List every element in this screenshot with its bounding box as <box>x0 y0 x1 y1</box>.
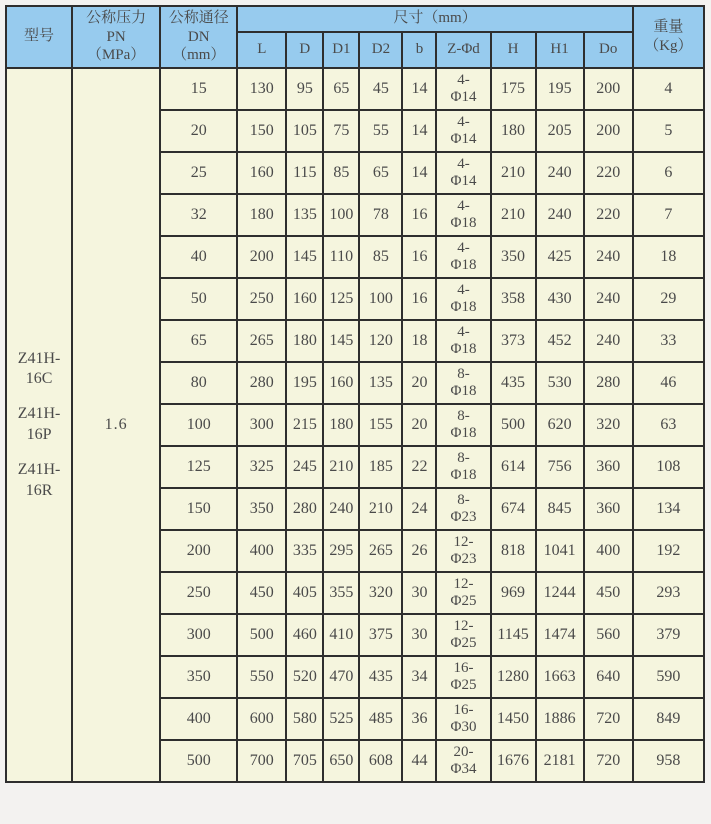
cell-l: 150 <box>237 110 286 152</box>
header-weight-line: （Kg） <box>644 38 693 54</box>
cell-dn: 125 <box>160 446 237 488</box>
cell-do: 560 <box>584 614 633 656</box>
cell-b: 44 <box>402 740 436 782</box>
cell-h: 500 <box>491 404 536 446</box>
cell-b: 26 <box>402 530 436 572</box>
table-row <box>6 68 704 110</box>
cell-d: 180 <box>286 320 323 362</box>
cell-z-phi-d: 20- Φ34 <box>436 740 490 782</box>
cell-z-phi-d: 8- Φ18 <box>436 362 490 404</box>
cell-l: 550 <box>237 656 286 698</box>
cell-b: 18 <box>402 320 436 362</box>
cell-h1: 240 <box>536 152 584 194</box>
cell-weight: 108 <box>633 446 704 488</box>
cell-weight: 63 <box>633 404 704 446</box>
cell-weight: 6 <box>633 152 704 194</box>
cell-h: 435 <box>491 362 536 404</box>
header-col-z-phi-d: Z-Φd <box>436 32 490 68</box>
cell-l: 250 <box>237 278 286 320</box>
cell-d2: 120 <box>359 320 402 362</box>
cell-h: 210 <box>491 194 536 236</box>
cell-d2: 210 <box>359 488 402 530</box>
valve-spec-table <box>5 5 705 783</box>
cell-h1: 845 <box>536 488 584 530</box>
cell-d2: 55 <box>359 110 402 152</box>
cell-z-phi-d: 4- Φ18 <box>436 320 490 362</box>
cell-dn: 50 <box>160 278 237 320</box>
cell-z-phi-d: 4- Φ14 <box>436 110 490 152</box>
cell-z-phi-d: 4- Φ14 <box>436 68 490 110</box>
cell-dn: 32 <box>160 194 237 236</box>
cell-b: 16 <box>402 236 436 278</box>
cell-d: 520 <box>286 656 323 698</box>
cell-d1: 145 <box>323 320 359 362</box>
cell-d1: 355 <box>323 572 359 614</box>
cell-do: 220 <box>584 152 633 194</box>
cell-l: 500 <box>237 614 286 656</box>
cell-do: 200 <box>584 68 633 110</box>
cell-do: 220 <box>584 194 633 236</box>
cell-do: 720 <box>584 698 633 740</box>
cell-l: 130 <box>237 68 286 110</box>
header-col-l: L <box>237 32 286 68</box>
header-col-h1: H1 <box>536 32 584 68</box>
cell-dn: 200 <box>160 530 237 572</box>
cell-b: 20 <box>402 404 436 446</box>
cell-z-phi-d: 4- Φ18 <box>436 278 490 320</box>
cell-d1: 160 <box>323 362 359 404</box>
cell-d1: 470 <box>323 656 359 698</box>
cell-do: 280 <box>584 362 633 404</box>
cell-weight: 29 <box>633 278 704 320</box>
pressure-value-cell: 1.6 <box>72 68 160 782</box>
cell-d: 705 <box>286 740 323 782</box>
cell-d1: 100 <box>323 194 359 236</box>
cell-d: 105 <box>286 110 323 152</box>
cell-d1: 180 <box>323 404 359 446</box>
cell-d2: 78 <box>359 194 402 236</box>
cell-dn: 80 <box>160 362 237 404</box>
cell-h1: 452 <box>536 320 584 362</box>
cell-h: 350 <box>491 236 536 278</box>
cell-weight: 958 <box>633 740 704 782</box>
cell-b: 30 <box>402 614 436 656</box>
header-row-group <box>6 6 704 32</box>
header-weight-line: 重量 <box>653 19 684 36</box>
cell-dn: 300 <box>160 614 237 656</box>
header-pressure <box>72 6 160 68</box>
header-col-d2: D2 <box>359 32 402 68</box>
cell-l: 265 <box>237 320 286 362</box>
cell-do: 400 <box>584 530 633 572</box>
cell-weight: 33 <box>633 320 704 362</box>
header-size-group: 尺寸（mm） <box>237 6 633 32</box>
cell-d1: 525 <box>323 698 359 740</box>
cell-weight: 7 <box>633 194 704 236</box>
cell-z-phi-d: 16- Φ30 <box>436 698 490 740</box>
cell-h: 373 <box>491 320 536 362</box>
cell-d1: 210 <box>323 446 359 488</box>
header-col-h: H <box>491 32 536 68</box>
cell-h1: 1041 <box>536 530 584 572</box>
cell-d2: 435 <box>359 656 402 698</box>
cell-h1: 240 <box>536 194 584 236</box>
cell-d2: 185 <box>359 446 402 488</box>
cell-do: 320 <box>584 404 633 446</box>
cell-z-phi-d: 12- Φ25 <box>436 614 490 656</box>
cell-dn: 350 <box>160 656 237 698</box>
cell-weight: 134 <box>633 488 704 530</box>
cell-do: 360 <box>584 488 633 530</box>
cell-l: 400 <box>237 530 286 572</box>
header-diameter-line: （mm） <box>172 47 226 64</box>
cell-d2: 85 <box>359 236 402 278</box>
cell-weight: 18 <box>633 236 704 278</box>
cell-dn: 25 <box>160 152 237 194</box>
cell-weight: 590 <box>633 656 704 698</box>
cell-weight: 192 <box>633 530 704 572</box>
cell-h1: 425 <box>536 236 584 278</box>
header-col-d: D <box>286 32 323 68</box>
header-pressure-line: PN <box>106 28 126 45</box>
cell-b: 14 <box>402 110 436 152</box>
cell-b: 24 <box>402 488 436 530</box>
cell-d1: 295 <box>323 530 359 572</box>
cell-h1: 1244 <box>536 572 584 614</box>
header-pressure-line: 公称压力 <box>86 9 147 26</box>
cell-do: 240 <box>584 278 633 320</box>
cell-d: 95 <box>286 68 323 110</box>
cell-z-phi-d: 8- Φ18 <box>436 446 490 488</box>
cell-h: 614 <box>491 446 536 488</box>
cell-l: 280 <box>237 362 286 404</box>
cell-h: 969 <box>491 572 536 614</box>
cell-weight: 293 <box>633 572 704 614</box>
header-pressure-line: （MPa） <box>86 47 146 64</box>
cell-l: 200 <box>237 236 286 278</box>
cell-h1: 205 <box>536 110 584 152</box>
header-weight <box>633 6 704 68</box>
cell-d2: 265 <box>359 530 402 572</box>
cell-d2: 485 <box>359 698 402 740</box>
cell-d1: 410 <box>323 614 359 656</box>
model-name: Z41H- 16R <box>17 460 61 499</box>
header-col-do: Do <box>584 32 633 68</box>
cell-l: 325 <box>237 446 286 488</box>
cell-d: 135 <box>286 194 323 236</box>
model-cell <box>6 68 72 782</box>
cell-h1: 2181 <box>536 740 584 782</box>
cell-d1: 85 <box>323 152 359 194</box>
cell-b: 22 <box>402 446 436 488</box>
cell-z-phi-d: 12- Φ23 <box>436 530 490 572</box>
cell-h: 674 <box>491 488 536 530</box>
cell-h1: 1474 <box>536 614 584 656</box>
cell-weight: 379 <box>633 614 704 656</box>
cell-dn: 250 <box>160 572 237 614</box>
header-model: 型号 <box>6 6 72 68</box>
cell-d1: 75 <box>323 110 359 152</box>
cell-d1: 125 <box>323 278 359 320</box>
cell-do: 240 <box>584 236 633 278</box>
table-header <box>6 6 704 68</box>
header-col-b: b <box>402 32 436 68</box>
cell-dn: 100 <box>160 404 237 446</box>
cell-weight: 849 <box>633 698 704 740</box>
cell-weight: 5 <box>633 110 704 152</box>
cell-z-phi-d: 12- Φ25 <box>436 572 490 614</box>
cell-d1: 240 <box>323 488 359 530</box>
cell-h1: 756 <box>536 446 584 488</box>
cell-b: 16 <box>402 278 436 320</box>
cell-l: 700 <box>237 740 286 782</box>
cell-d1: 65 <box>323 68 359 110</box>
cell-b: 14 <box>402 68 436 110</box>
cell-dn: 40 <box>160 236 237 278</box>
cell-d2: 608 <box>359 740 402 782</box>
cell-h: 1280 <box>491 656 536 698</box>
cell-h: 180 <box>491 110 536 152</box>
cell-z-phi-d: 4- Φ14 <box>436 152 490 194</box>
cell-h1: 1886 <box>536 698 584 740</box>
cell-h1: 195 <box>536 68 584 110</box>
cell-d: 460 <box>286 614 323 656</box>
cell-do: 240 <box>584 320 633 362</box>
cell-do: 200 <box>584 110 633 152</box>
cell-h: 1450 <box>491 698 536 740</box>
cell-b: 14 <box>402 152 436 194</box>
cell-d2: 155 <box>359 404 402 446</box>
cell-z-phi-d: 8- Φ18 <box>436 404 490 446</box>
cell-do: 720 <box>584 740 633 782</box>
cell-do: 640 <box>584 656 633 698</box>
cell-dn: 65 <box>160 320 237 362</box>
cell-h: 1145 <box>491 614 536 656</box>
cell-d: 145 <box>286 236 323 278</box>
cell-h: 818 <box>491 530 536 572</box>
cell-weight: 4 <box>633 68 704 110</box>
cell-l: 300 <box>237 404 286 446</box>
cell-h: 175 <box>491 68 536 110</box>
cell-b: 30 <box>402 572 436 614</box>
cell-h1: 430 <box>536 278 584 320</box>
cell-d: 405 <box>286 572 323 614</box>
cell-d: 115 <box>286 152 323 194</box>
cell-b: 36 <box>402 698 436 740</box>
table-body <box>6 68 704 782</box>
model-name: Z41H- 16P <box>17 405 61 443</box>
cell-weight: 46 <box>633 362 704 404</box>
cell-d: 280 <box>286 488 323 530</box>
header-diameter <box>160 6 237 68</box>
cell-dn: 20 <box>160 110 237 152</box>
cell-z-phi-d: 4- Φ18 <box>436 194 490 236</box>
cell-z-phi-d: 16- Φ25 <box>436 656 490 698</box>
cell-dn: 150 <box>160 488 237 530</box>
cell-dn: 400 <box>160 698 237 740</box>
cell-do: 450 <box>584 572 633 614</box>
cell-d: 580 <box>286 698 323 740</box>
cell-b: 20 <box>402 362 436 404</box>
cell-do: 360 <box>584 446 633 488</box>
cell-h: 1676 <box>491 740 536 782</box>
cell-h1: 620 <box>536 404 584 446</box>
cell-l: 350 <box>237 488 286 530</box>
cell-d2: 65 <box>359 152 402 194</box>
header-diameter-line: 公称通径 <box>168 9 229 26</box>
cell-d2: 375 <box>359 614 402 656</box>
cell-d: 160 <box>286 278 323 320</box>
cell-dn: 500 <box>160 740 237 782</box>
cell-dn: 15 <box>160 68 237 110</box>
cell-z-phi-d: 4- Φ18 <box>436 236 490 278</box>
model-name: Z41H- 16C <box>17 349 61 388</box>
header-diameter-line: DN <box>187 28 210 45</box>
cell-z-phi-d: 8- Φ23 <box>436 488 490 530</box>
cell-d: 195 <box>286 362 323 404</box>
cell-h1: 1663 <box>536 656 584 698</box>
cell-d2: 45 <box>359 68 402 110</box>
cell-d1: 110 <box>323 236 359 278</box>
cell-d: 245 <box>286 446 323 488</box>
cell-d2: 135 <box>359 362 402 404</box>
cell-h: 358 <box>491 278 536 320</box>
header-col-d1: D1 <box>323 32 359 68</box>
cell-d2: 100 <box>359 278 402 320</box>
cell-h1: 530 <box>536 362 584 404</box>
cell-l: 600 <box>237 698 286 740</box>
cell-h: 210 <box>491 152 536 194</box>
cell-d: 215 <box>286 404 323 446</box>
cell-d1: 650 <box>323 740 359 782</box>
cell-b: 16 <box>402 194 436 236</box>
cell-d: 335 <box>286 530 323 572</box>
cell-b: 34 <box>402 656 436 698</box>
cell-l: 160 <box>237 152 286 194</box>
cell-d2: 320 <box>359 572 402 614</box>
cell-l: 180 <box>237 194 286 236</box>
cell-l: 450 <box>237 572 286 614</box>
